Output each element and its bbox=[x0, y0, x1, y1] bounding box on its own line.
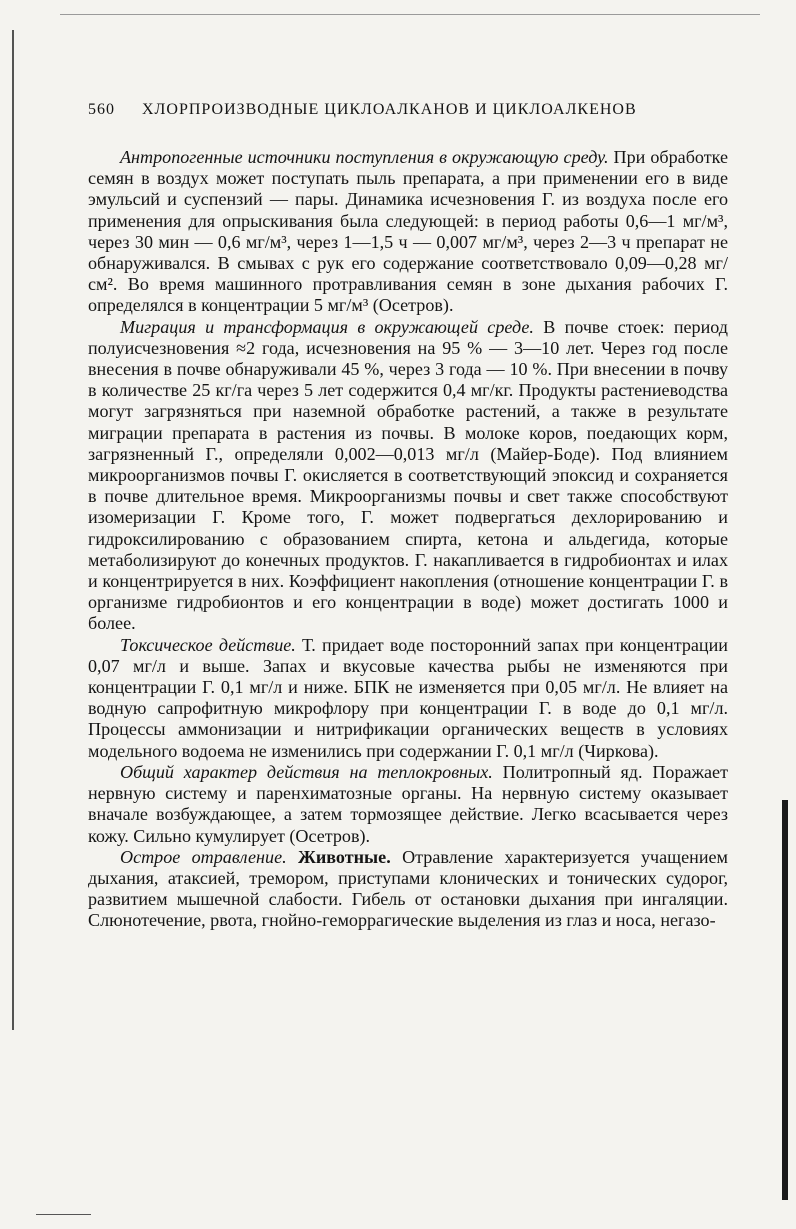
paragraph-text: При обработке семян в воздух может поступать пыль препарата, а при применении его в виде эмульсий и суспензий — пары. Динамика исчезновения Г. из воздуха после его применения для опрыскивания была следующей: в период работы 0,6—1 мг/м³, через 30 мин — 0,6 мг/м³, через 1—1,5 ч — 0,007 мг/м³, через 2—3 ч препарат не обнаруживался. В смывах с рук его содержание соответствовало 0,09—0,28 мг/см². Во время машинного протравливания семян в зоне дыхания рабочих Г. определялся в концентрации 5 мг/м³ (Осетров). bbox=[88, 147, 728, 316]
paragraph-migration bbox=[88, 317, 728, 635]
scan-edge-top bbox=[60, 14, 760, 15]
section-heading: Миграция и трансформация в окружающей среде. bbox=[120, 316, 534, 337]
running-header bbox=[88, 101, 728, 119]
running-title: ХЛОРПРОИЗВОДНЫЕ ЦИКЛОАЛКАНОВ И ЦИКЛОАЛКЕНОВ bbox=[142, 101, 637, 118]
section-heading: Общий характер действия на теплокровных. bbox=[120, 761, 493, 782]
paragraph-toxic-action bbox=[88, 635, 728, 762]
footnote-rule bbox=[36, 1214, 91, 1215]
paragraph-text: Т. придает воде посторонний запах при концентрации 0,07 мг/л и выше. Запах и вкусовые качества рыбы не изменяются при концентрации Г. 0,1 мг/л и ниже. БПК не изменяется при 0,05 мг/л. Не влияет на водную сапрофитную микрофлору при концентрации Г. в воде до 0,1 мг/л. Процессы аммонизации и нитрификации органических веществ в условиях модельного водоема не изменились при содержании Г. 0,1 мг/л (Чиркова). bbox=[88, 634, 728, 761]
paragraph-acute-poisoning bbox=[88, 847, 728, 932]
paragraph-text: Отравление характеризуется учащением дыхания, атаксией, тремором, приступами клонических и тонических судорог, развитием мышечной слабости. Гибель от остановки дыхания при ингаляции. Слюнотечение, рвота, гнойно-геморрагические выделения из глаз и носа, негазо- bbox=[88, 846, 728, 931]
scan-edge-right bbox=[782, 800, 788, 1200]
paragraph-general-character bbox=[88, 762, 728, 847]
scan-edge-left bbox=[12, 30, 14, 1030]
page-body bbox=[88, 147, 728, 932]
section-heading: Антропогенные источники поступления в окружающую среду. bbox=[120, 147, 609, 167]
paragraph-text: В почве стоек: период полуисчезновения ≈2 года, исчезновения на 95 % — 3—10 лет. Через год после внесения в почве обнаруживали 45 %, через 3 года — 10 %. При внесении в почву в количестве 25 кг/га через 5 лет содержится 0,4 мг/кг. Продукты растениеводства могут загрязняться при наземной обработке растений, а также в результате миграции препарата в растения из почвы. В молоке коров, поедающих корм, загрязненный Г., определяли 0,002—0,013 мг/л (Майер-Боде). Под влиянием микроорганизмов почвы Г. окисляется в соответствующий эпоксид и сохраняется в почве длительное время. Микроорганизмы почвы и свет также способствуют изомеризации Г. Кроме того, Г. может подвергаться дехлорированию и гидроксилированию с образованием спирта, кетона и альдегида, которые метаболизируют до конечных продуктов. Г. накапливается в гидробионтах и илах и концентрируется в них. Коэффициент накопления (отношение концентрации Г. в организме гидробионтов и его концентрации в воде) может достигать 1000 и более. bbox=[88, 316, 728, 634]
section-heading: Острое отравление. bbox=[120, 846, 287, 867]
paragraph-text: Политропный яд. Поражает нервную систему и паренхиматозные органы. На нервную систему оказывает вначале возбуждающее, а затем тормозящее действие. Легко всасывается через кожу. Сильно кумулирует (Осетров). bbox=[88, 761, 728, 846]
page-number: 560 bbox=[88, 101, 115, 118]
paragraph-anthropogenic-sources bbox=[88, 147, 728, 317]
bold-subheading: Животные. bbox=[286, 846, 391, 867]
section-heading: Токсическое действие. bbox=[120, 634, 296, 655]
